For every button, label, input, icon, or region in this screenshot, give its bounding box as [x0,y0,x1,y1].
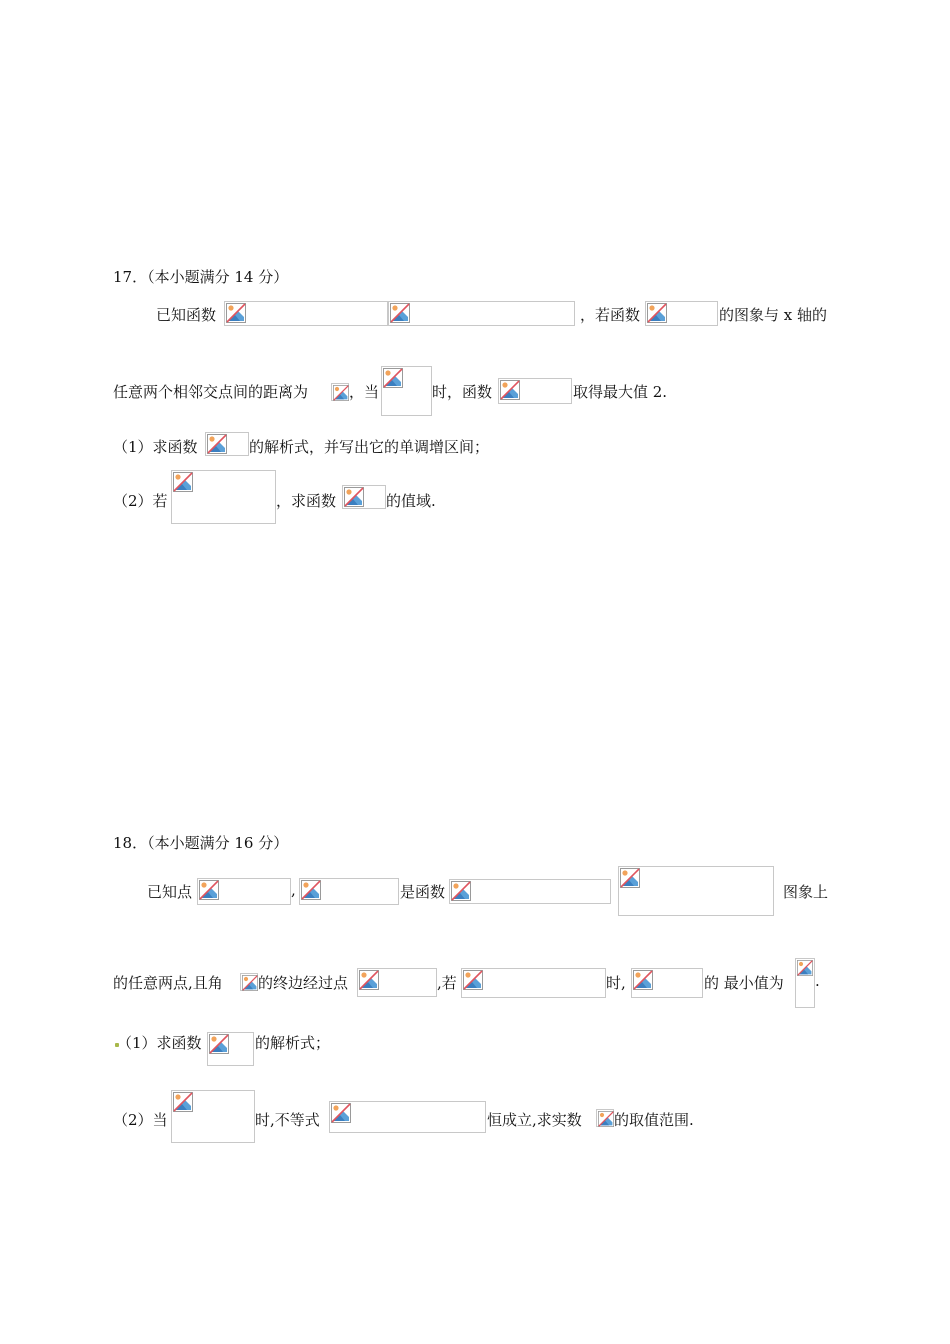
formula-image [381,366,432,416]
formula-image [171,1090,255,1143]
broken-image-icon [598,1111,614,1127]
broken-image-icon [620,868,640,888]
q18-part2: （2）当 [113,1111,168,1129]
formula-image [449,879,611,904]
broken-image-icon [333,385,349,401]
q18-text: 图象上 [783,883,829,901]
formula-image [171,470,276,524]
q17-part2: ，求函数 [276,492,337,510]
q18-text: 是函数 [400,883,446,901]
formula-image [224,301,388,326]
q17-text: 时，函数 [432,383,493,401]
broken-image-icon [390,303,410,323]
broken-image-icon [500,380,520,400]
formula-image [795,958,815,1008]
q18-text: 已知点 [147,883,193,901]
q18-text: , [291,881,296,899]
broken-image-icon [301,880,321,900]
broken-image-icon [199,880,219,900]
formula-image [207,1032,254,1066]
formula-image [498,378,572,404]
broken-image-icon [207,434,227,454]
broken-image-icon [359,970,379,990]
broken-image-icon [463,970,483,990]
q17-text: ，当 [349,383,380,401]
broken-image-icon [242,975,258,991]
q18-part1: 的解析式； [255,1034,331,1052]
formula-image [197,878,291,905]
formula-image [596,1109,614,1127]
q17-text: ，若函数 [580,306,641,324]
formula-image [645,301,718,326]
formula-image [388,301,575,326]
broken-image-icon [344,487,364,507]
q18-text: . [815,972,820,990]
formula-image [342,485,386,509]
q18-text: 的 最小值为 [704,974,784,992]
q18-part2: 恒成立,求实数 [487,1111,582,1129]
formula-image [240,973,258,991]
q17-part2: （2）若 [113,492,168,510]
broken-image-icon [451,881,471,901]
broken-image-icon [647,303,667,323]
broken-image-icon [797,960,813,976]
broken-image-icon [173,472,193,492]
q17-text: 任意两个相邻交点间的距离为 [113,383,309,401]
q17-header: 17．（本小题满分 14 分） [113,268,289,286]
q17-part1: （1）求函数 [113,438,198,456]
formula-image [631,968,703,998]
q18-part1: （1）求函数 [117,1034,202,1052]
broken-image-icon [331,1103,351,1123]
q18-text: 时, [606,974,626,992]
formula-image [299,878,399,905]
q18-part2: 的取值范围. [614,1111,694,1129]
broken-image-icon [173,1092,193,1112]
formula-image [329,1101,486,1133]
q17-part2: 的值域. [386,492,436,510]
broken-image-icon [209,1034,229,1054]
q17-part1: 的解析式，并写出它的单调增区间； [249,438,490,456]
q17-text: 取得最大值 2. [573,383,668,401]
formula-image [331,383,349,401]
formula-image [357,968,437,997]
formula-image [205,432,249,456]
q17-text: 的图象与 x 轴的 [719,306,827,324]
q18-text: 的终边经过点 [258,974,349,992]
broken-image-icon [633,970,653,990]
broken-image-icon [226,303,246,323]
formula-image [618,866,774,916]
q18-header: 18．（本小题满分 16 分） [113,834,289,852]
q18-text: ,若 [437,974,457,992]
broken-image-icon [383,368,403,388]
formula-image [461,968,606,998]
q18-text: 的任意两点,且角 [113,974,223,992]
q17-text: 已知函数 [156,306,217,324]
q18-part2: 时,不等式 [255,1111,320,1129]
